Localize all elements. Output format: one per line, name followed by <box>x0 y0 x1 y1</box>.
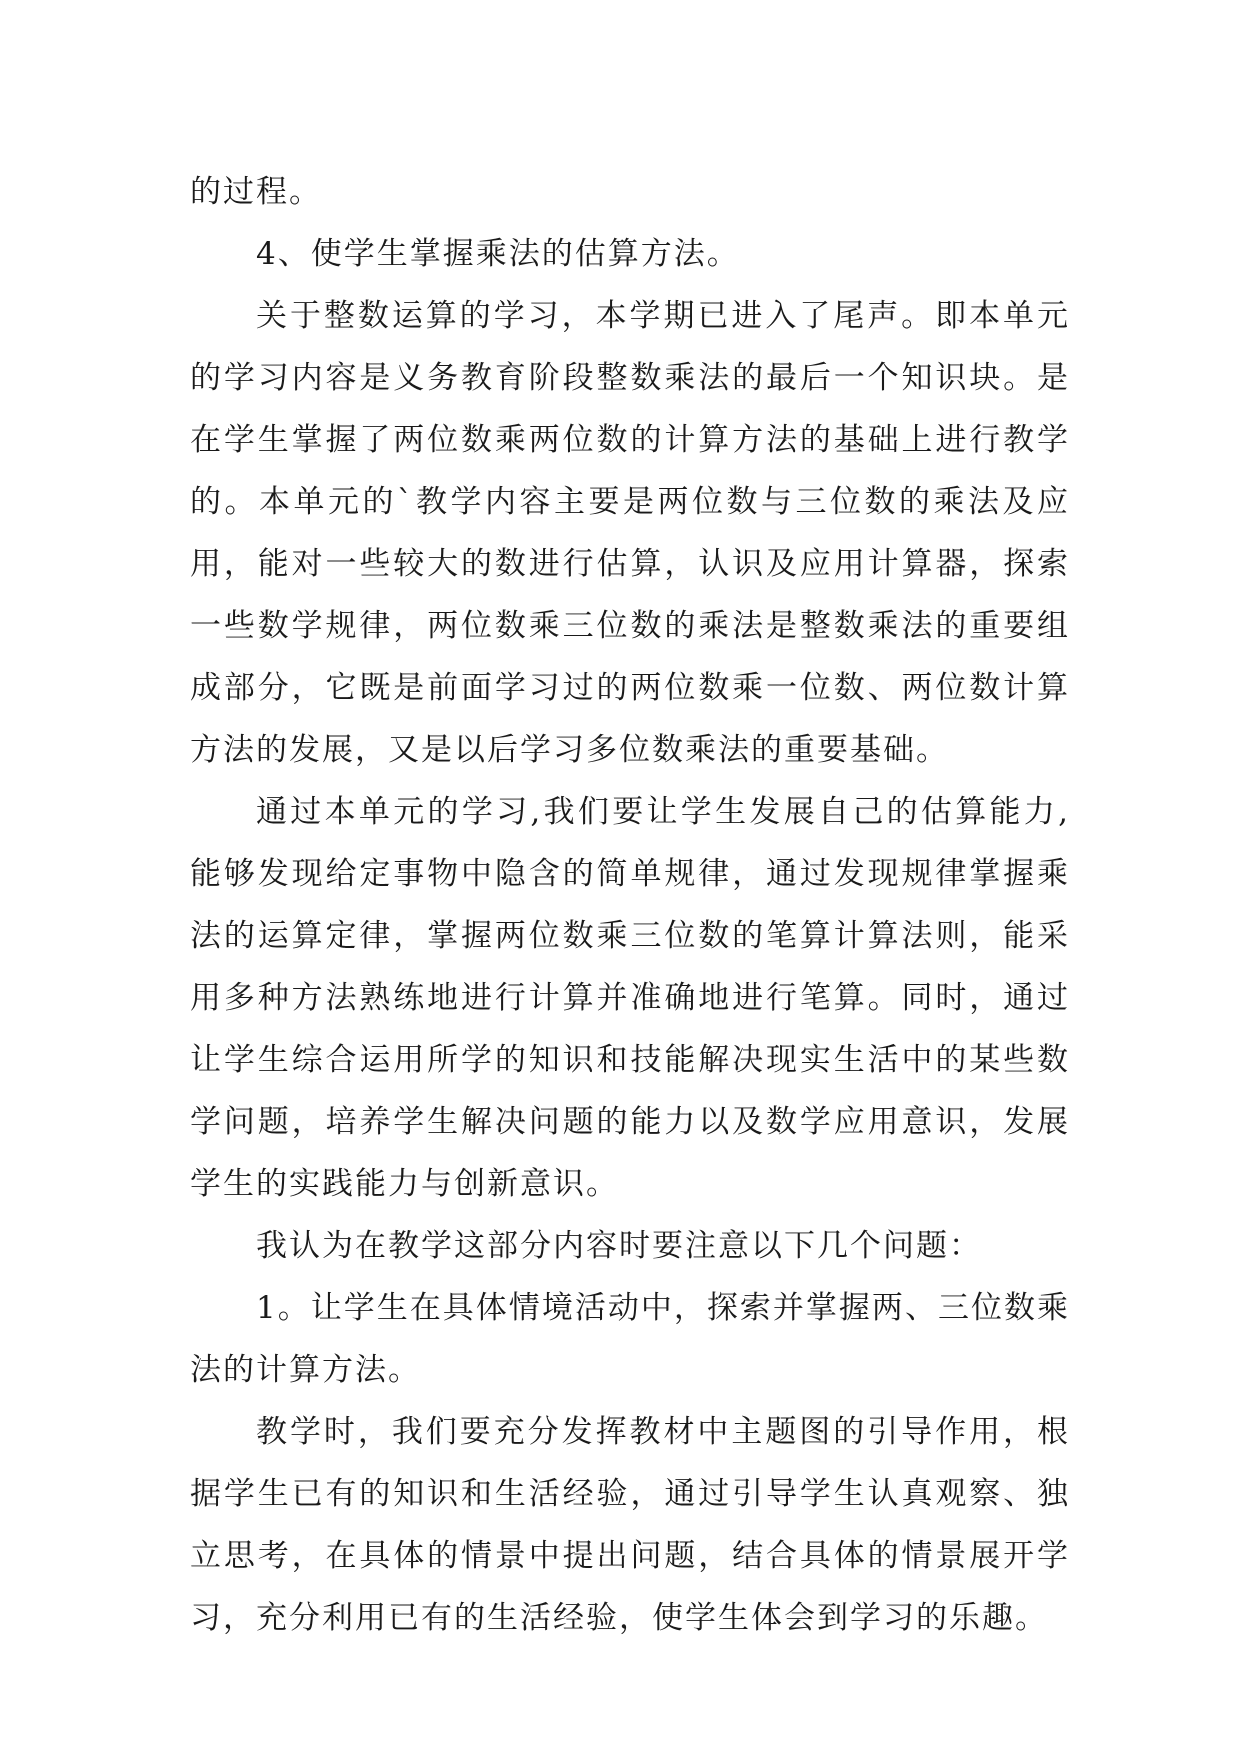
document-body <box>190 161 1070 1649</box>
paragraph-3: 关于整数运算的学习，本学期已进入了尾声。即本单元的学习内容是义务教育阶段整数乘法的最后一个知识块。是在学生掌握了两位数乘两位数的计算方法的基础上进行教学的。本单元的`教学内容主要是两位数与三位数的乘法及应用，能对一些较大的数进行估算，认识及应用计算器，探索一些数学规律，两位数乘三位数的乘法是整数乘法的重要组成部分，它既是前面学习过的两位数乘一位数、两位数计算方法的发展，又是以后学习多位数乘法的重要基础。 <box>190 298 1070 768</box>
paragraph-6: 1。让学生在具体情境活动中，探索并掌握两、三位数乘法的计算方法。 <box>190 1290 1070 1388</box>
paragraph-4: 通过本单元的学习,我们要让学生发展自己的估算能力,能够发现给定事物中隐含的简单规律，通过发现规律掌握乘法的运算定律，掌握两位数乘三位数的笔算计算法则，能采用多种方法熟练地进行计算并准确地进行笔算。同时，通过让学生综合运用所学的知识和技能解决现实生活中的某些数学问题，培养学生解决问题的能力以及数学应用意识，发展学生的实践能力与创新意识。 <box>190 794 1070 1202</box>
paragraph-7: 教学时，我们要充分发挥教材中主题图的引导作用，根据学生已有的知识和生活经验，通过引导学生认真观察、独立思考，在具体的情景中提出问题，结合具体的情景展开学习，充分利用已有的生活经验，使学生体会到学习的乐趣。 <box>190 1414 1070 1636</box>
paragraph-2: 4、使学生掌握乘法的估算方法。 <box>256 236 740 272</box>
paragraph-1: 的过程。 <box>190 174 322 210</box>
paragraph-5: 我认为在教学这部分内容时要注意以下几个问题： <box>256 1228 982 1264</box>
